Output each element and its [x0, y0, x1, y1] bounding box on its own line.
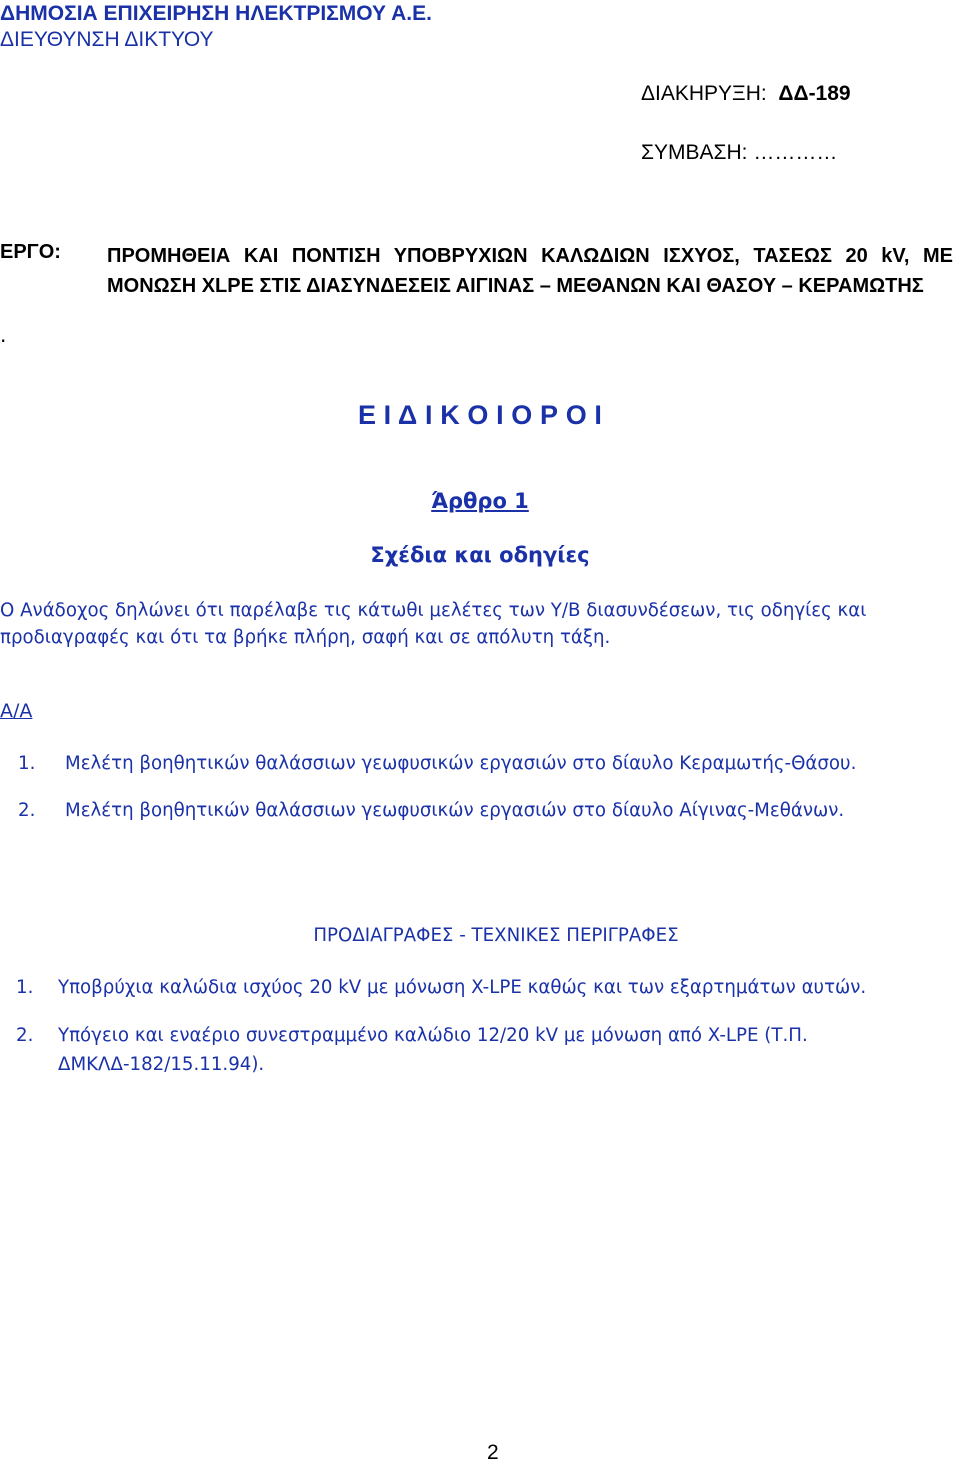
tender-number: ΔΔ-189 [778, 82, 851, 105]
contract-line [641, 141, 837, 165]
department-name: ΔΙΕΥΘΥΝΣΗ ΔΙΚΤΥΟΥ [0, 28, 214, 51]
specs-heading: ΠΡΟΔΙΑΓΡΑΦΕΣ - ΤΕΧΝΙΚΕΣ ΠΕΡΙΓΡΑΦΕΣ [313, 925, 679, 946]
project-label: ΕΡΓΟ: [0, 241, 61, 263]
contract-number: ………… [753, 141, 838, 164]
serial-number-label: Α/Α [0, 700, 33, 722]
contract-label: ΣΥΜΒΑΣΗ: [641, 141, 748, 164]
study-item [18, 800, 844, 821]
article-heading: Άρθρο 1 [431, 489, 529, 513]
stray-dot: . [0, 323, 7, 347]
spec-text: Υποβρύχια καλώδια ισχύος 20 kV με μόνωση X-LPE καθώς και των εξαρτημάτων αυτών. [58, 977, 867, 998]
declaration-paragraph: Ο Ανάδοχος δηλώνει ότι παρέλαβε τις κάτωθι μελέτες των Υ/Β διασυνδέσεων, τις οδηγίες και προδιαγραφές και ότι τα βρήκε πλήρη, σαφή και σε απόλυτη τάξη. [0, 600, 867, 648]
study-text: Μελέτη βοηθητικών θαλάσσιων γεωφυσικών εργασιών στο δίαυλο Αίγινας-Μεθάνων. [65, 800, 845, 821]
study-number: 1. [18, 753, 36, 774]
tender-line [641, 82, 851, 106]
study-number: 2. [18, 800, 36, 821]
study-text: Μελέτη βοηθητικών θαλάσσιων γεωφυσικών εργασιών στο δίαυλο Κεραμωτής-Θάσου. [65, 753, 857, 774]
spec-item [16, 1021, 808, 1079]
company-name: ΔΗΜΟΣΙΑ ΕΠΙΧΕΙΡΗΣΗ ΗΛΕΚΤΡΙΣΜΟΥ Α.Ε. [0, 2, 432, 25]
spec-text-line2: ΔΜΚΛΔ-182/15.11.94). [58, 1054, 265, 1075]
page-number: 2 [487, 1441, 499, 1464]
article-subtitle: Σχέδια και οδηγίες [370, 543, 590, 567]
special-terms-heading: Ε Ι Δ Ι Κ Ο Ι Ο Ρ Ο Ι [357, 400, 603, 430]
project-title: ΠΡΟΜΗΘΕΙΑ ΚΑΙ ΠΟΝΤΙΣΗ ΥΠΟΒΡΥΧΙΩΝ ΚΑΛΩΔΙΩΝ ΙΣΧΥΟΣ, ΤΑΣΕΩΣ 20 kV, ΜΕ ΜΟΝΩΣΗ XLPE ΣΤΙΣ ΔΙΑΣΥΝΔΕΣΕΙΣ ΑΙΓΙΝΑΣ – ΜΕΘΑΝΩΝ ΚΑΙ ΘΑΣΟΥ – ΚΕΡΑΜΩΤΗΣ [107, 245, 953, 297]
spec-item [16, 973, 866, 1002]
spec-text-line1: Υπόγειο και εναέριο συνεστραμμένο καλώδιο 12/20 kV με μόνωση από X-LPE (Τ.Π. [58, 1025, 808, 1046]
study-item [18, 753, 856, 774]
tender-label: ΔΙΑΚΗΡΥΞΗ: [641, 82, 767, 105]
spec-number: 1. [16, 977, 34, 998]
spec-number: 2. [16, 1025, 34, 1046]
